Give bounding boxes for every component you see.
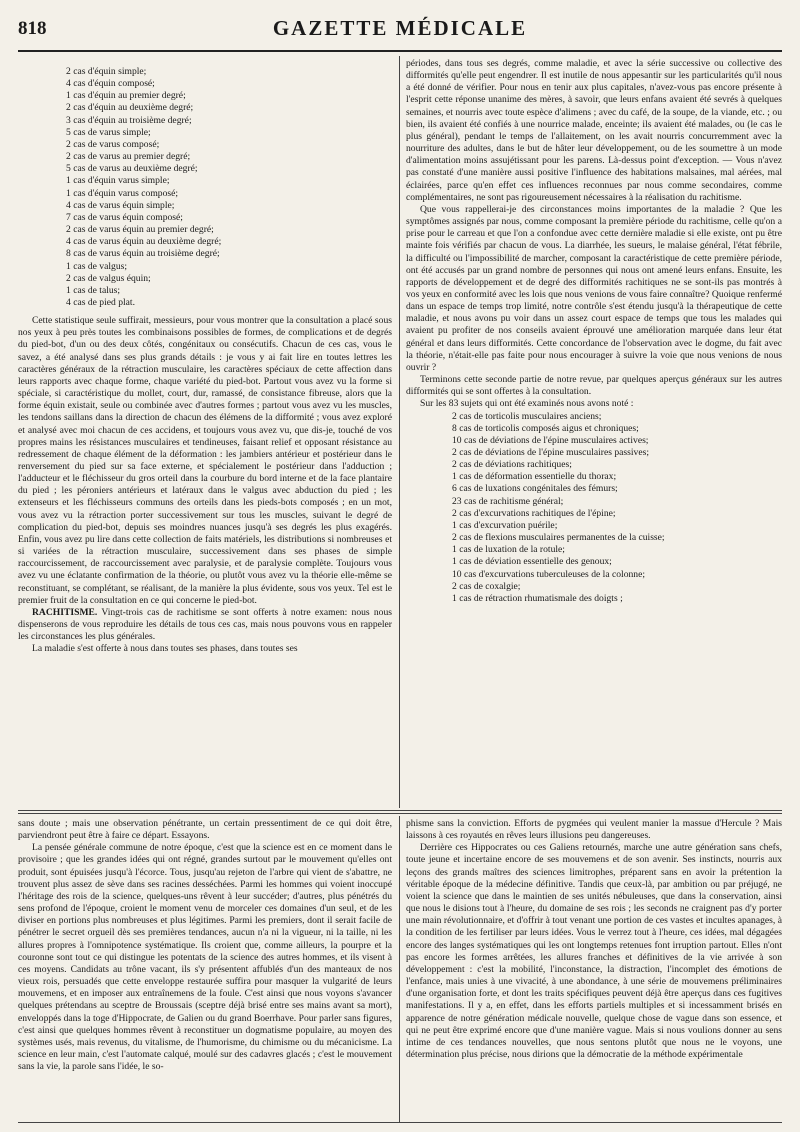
list-item: 5 cas de varus simple; [66,126,151,138]
list-item: 2 cas de varus équin au premier degré; [66,224,214,236]
minor-circumstances-paragraph: Que vous rappellerai-je des circonstances moins importantes de la maladie ? Que les symptômes assignés par nous, comme composant la première période du rachitisme, celle qu'on a prise pour le carreau et que l'on a confondue avec cette dernière maladie si elle existe, ont pu être mainte fois vérifiés par chacun de vous. La diarrhée, les sueurs, le malaise général, l'état fébrile, la difficulté ou l'impossibilité de marcher, composant la caractéristique de cette première période, ont été accusés par un grand nombre de personnes qui nous ont amené leurs enfans. Ensuite, les rapports de développement et de degré des difformités rachitiques ne se sont-ils pas montrés à vos yeux en conformité avec les lois que nous venions de vous faire connaître? Quoique renfermé dans un espace de temps trop limité, notre contrôle s'est étendu jusqu'à la thérapeutique de cette maladie, et nous avons pu voir dans un assez court espace de temps que tous les malades qui avaient pu profiter de nos conseils avaient éprouvé une amélioration marquée dans leur état général et dans leurs difformités. Cette concordance de l'observation avec le dogme, du fait avec la théorie, n'était-elle pas faite pour nous encourager à suivre la voie que nous venions de nous ouvrir ? [406,203,782,373]
list-item: 2 cas de déviations rachitiques; [452,459,572,471]
list-item: 10 cas d'excurvations tuberculeuses de la colonne; [452,568,646,580]
lower-right-column [406,818,782,1120]
upper-left-column [18,66,392,808]
disease-phases-paragraph: La maladie s'est offerte à nous dans toutes ses phases, dans toutes ses [32,643,298,655]
list-item: 2 cas de varus au premier degré; [66,151,191,163]
feuilleton-right-p1: phisme sans la conviction. Efforts de pygmées qui veulent manier la massue d'Hercule ? Mais laissons à ces royautés en rêves leurs illusions peu dangereuses. [406,818,782,842]
list-item: 10 cas de déviations de l'épine musculaires actives; [452,434,649,446]
clubfoot-case-list [18,66,392,309]
list-item: 8 cas de varus équin au troisième degré; [66,248,220,260]
list-item: 2 cas d'équin au deuxième degré; [66,102,194,114]
list-item: 1 cas de talus; [66,284,121,296]
list-item: 6 cas de luxations congénitales des fémurs; [452,483,618,495]
list-item: 4 cas d'équin composé; [66,78,155,90]
journal-title: GAZETTE MÉDICALE [272,16,528,40]
feuilleton-left-p2: La pensée générale commune de notre époque, c'est que la science est en ce moment dans le provisoire ; que les grandes idées qui ont régné, grandes surtout par le mouvement qu'elles ont produit, sont épuisées jusqu'à l'écorce. Tous, jusqu'au rejeton de l'arbre qui vient de s'abattre, ne trouvent plus assez de sève dans ses racines desséchées. Parmi les hommes qui voient inoccupé l'héritage des rois de la science, quelques-uns rêvent à leur succéder; d'autres, plus pénétrés du sens profond de l'époque, croient le moment venu de morceler ces domaines d'un seul, et de les diviser en portions plus nombreuses et plus légitimes. Parmi les premiers, dont il serait facile de pénétrer le secret orgueil dès ses premières tendances, aucun n'a ni la vigueur, ni la taille, ni les allures propres à l'omnipotence systématique. Ils croient que, comme ailleurs, la pourpre et la couronne sont tout ce qui distingue les potentats de la science des autres hommes, et ils visent à ces moyens. Candidats au trône vacant, ils s'y présentent affublés d'un des manteaux de nos vieux rois, persuadés que cette enveloppe restaurée suffira pour masquer la vulgarité de leurs mouvemens, et en imposer aux entraînemens de la foule. C'est ainsi que nous voyons s'avancer quelques prétendans au sceptre de Broussais (sceptre déjà brisé entre ses mains avant sa mort), enveloppés dans la toge d'Hippocrate, de Galien ou du grand Boerrhave. Pour parler sans figures, c'est ainsi que quelques hommes rêvent à reconstituer un dogmatisme populaire, au moyen des systèmes usés, mais revenus, du vitalisme, de l'humorisme, du chimisme ou du mécanicisme. La science en leur main, c'est l'automate calqué, moulé sur des cadavres glacés ; c'est le mouvement sans la vie, la parole sans l'idée, le so- [18,842,392,1073]
column-divider-upper [399,56,400,808]
page-number: 818 [18,18,47,39]
feuilleton-right-p2: Derrière ces Hippocrates ou ces Galiens retournés, marche une autre génération sans chefs, toute jeune et incertaine encore de ses mouvemens et de son avenir. Ses instincts, nourris aux leçons des grands maîtres des sciences limitrophes, préparent sans en avoir la prétention la véritable époque de la médecine définitive. Tandis que ceux-là, par ambition ou par préjugé, ne voient la science que dans le maintien de ses unités nébuleuses, que dans la conservation, ainsi que nous le disions tout à l'heure, du domaine de ses rois ; les seconds ne craignent pas d'y porter une main révolutionnaire, et d'offrir à tout venant une portion de ces vastes et incultes apanages, à la condition de les fertiliser par leurs idées. Vous le verrez tout à l'heure, ces idées, mal dégagées encore des langes systématiques qui les ont longtemps retenues font irruption partout. Elles n'ont pas encore les formes arrêtées, les allures franches et définitives de la vie arrivée à son développement : c'est la mobilité, l'inconstance, la distraction, l'incomplet des émotions de l'enfance, mais unies à une vivacité, à une abondance, à une série de mouvemens préliminaires d'une organisation forte, et dont les traits spécifiques peuvent déjà être aperçus dans ces fugitives manifestations. Il y a, en effet, dans les efforts partiels multiples et si incessamment brisés en apparence de notre génération médicale nouvelle, quelque chose de vague dans son essence, et qui ne peut être exprimé encore que d'une manière vague. Mais si nous voulions donner au sens intime de ces tendances nouvelles, que nous sentons plutôt que nous ne le voyons, une détermination plus précise, nous dirions que la démocratie de la méthode expérimentale [406,842,782,1060]
list-item: 8 cas de torticolis composés aigus et chroniques; [452,422,639,434]
list-item: 23 cas de rachitisme général; [452,495,564,507]
feuilleton-left-p1: sans doute ; mais une observation pénétrante, un certain pressentiment de ce qui doit être, parviendront peut être à faire ce départ. Essayons. [18,818,392,842]
page-header [18,16,782,46]
list-item: 1 cas d'équin varus composé; [66,187,179,199]
list-item: 2 cas de coxalgie; [452,580,521,592]
list-item: 1 cas de déviation essentielle des genoux; [452,556,612,568]
list-item: 2 cas de torticolis musculaires anciens; [452,410,602,422]
conclusion-paragraph: Terminons cette seconde partie de notre revue, par quelques aperçus généraux sur les autres difformités qui se sont offertes à la consultation. [406,374,782,398]
section-rule-bottom [18,813,782,814]
upper-right-column [406,58,782,808]
lower-left-column [18,818,392,1120]
rachitisme-paragraph: Vingt-trois cas de rachitisme se sont offerts à notre examen: nous nous dispenserons de vous reproduire les détails de tous ces cas, mais nous pouvons vous en rappeler les circonstances les plus générales. [18,606,392,643]
rickets-periods-paragraph: périodes, dans tous ses degrés, comme maladie, et avec la série successive ou collective des difformités qu'elle peut engendrer. Il est inutile de nous appesantir sur les particularités qu'il nous a été donné de vérifier. Pour nous en tenir aux plus capitales, n'avez-vous pas encore présente à l'esprit cette réponse unanime des mères, à savoir, que leurs enfans avaient été sevrés à quelques semaines, et nourris avec toute espèce d'alimens ; avec du café, de la soupe, de la viande, etc. ; ou bien, ils avaient été confiés à une nourrice malade, enceinte; ils avaient été malades, ou (le cas le plus général), pendant le temps de l'allaitement, on les avait nourris concurremment avec la nourriture des adultes, dans le but de hâter leur développement, ou de les soumettre à un mode d'alimentation moins assujétissant pour les parens. Là-dessus point d'exception. — Vous n'avez pas constaté d'une manière aussi positive l'influence des habitations malsaines, mal aérées, mal éclairées, parce qu'en effet ces influences reconnues par nous comme secondaires, comme complémentaires, ne sont pas rigoureusement nécessaires à la réalisation du rachitisme. [406,58,782,203]
deformity-case-list [406,411,782,606]
header-rule [18,50,782,52]
list-item: 1 cas de valgus; [66,260,128,272]
list-item: 7 cas de varus équin composé; [66,211,183,223]
list-item: 2 cas de valgus équin; [66,272,151,284]
rachitisme-heading: RACHITISME. [32,606,98,618]
list-item: 2 cas de varus composé; [66,138,160,150]
list-item: 2 cas d'excurvations rachitiques de l'épine; [452,507,616,519]
list-item: 5 cas de varus au deuxième degré; [66,163,198,175]
list-item: 2 cas de flexions musculaires permanentes de la cuisse; [452,532,665,544]
list-item: 3 cas d'équin au troisième degré; [66,114,192,126]
footer-rule [18,1122,782,1123]
list-item: 2 cas d'équin simple; [66,66,147,77]
list-item: 1 cas d'excurvation puérile; [452,519,558,531]
list-item: 1 cas d'équin varus simple; [66,175,170,187]
column-divider-lower [399,816,400,1122]
list-item: 4 cas de pied plat. [66,296,135,308]
list-item: 4 cas de varus équin simple; [66,199,175,211]
list-item: 4 cas de varus équin au deuxième degré; [66,236,222,248]
list-item: 1 cas d'équin au premier degré; [66,90,186,102]
list-item: 1 cas de rétraction rhumatismale des doigts ; [452,592,623,604]
subjects-count-paragraph: Sur les 83 sujets qui ont été examinés nous avons noté : [420,398,634,410]
section-rule-top [18,810,782,811]
list-item: 1 cas de luxation de la rotule; [452,544,565,556]
list-item: 2 cas de déviations de l'épine musculaires passives; [452,447,650,458]
statistics-paragraph: Cette statistique seule suffirait, messieurs, pour vous montrer que la consultation a placé sous nos yeux à peu près toutes les combinaisons possibles de formes, de complications et de degrés du pied-bot, d'un ou des deux côtés, congénitaux ou consécutifs. Chacun de ces cas, vous le savez, a été analysé dans ses plus grands détails : je vous y ai fait lire en toutes lettres les caractères généraux de la rétraction musculaire, les caractères spéciaux de cette affection dans leurs rapports avec chaque forme, chaque variété du pied-bot. Partout vous avez vu la forme si spéciale, si caractéristique du mollet, court, dur, ramassé, de consistance fibreuse, alors que la forme équin existait, seule ou combinée avec d'autres formes ; partout vous avez vu les muscles, les tendons saillans dans la direction de chacun des élémens de la difformité ; vous avez exploré et analysé avec moi chacun de ces accidens, et toujours vous avez vu, que dis-je, touché de vos propres mains les résistances musculaires et tendineuses, faisant relief et opposant résistance au redressement de chaque élément de la déformation : les jambiers antérieur et postérieur dans le renversement du pied sur sa face externe, et spécialement le postérieur dans l'adduction ; l'adducteur et le fléchisseur du gros orteil dans la courbure du bord interne et de la face plantaire du pied ; les péroniers antérieurs et latéraux dans le valgus avec abduction du pied ; les extenseurs et les fléchisseurs communs des orteils dans les pieds-bots composés ; en un mot, vous avez vu la rétraction porter successivement sur tous les muscles, suivant le degré de complication du pied-bot, depuis ses moindres nuances jusqu'à ses degrés les plus exagérés. Enfin, vous avez pu lire dans cette collection de faits matériels, les distributions si nombreuses et si variées de la rétraction musculaire, successivement dans ses phases de simple raccourcissement, de raccourcissement avec paralysie, et de paralysie complète. Toujours vous avez vu une éclatante confirmation de la théorie, ou plutôt vous avez vu la théorie elle-même se reconstituant, se complétant, se réalisant, de la manière la plus évidente, sous vos yeux. Tel est le premier fruit de la consultation en ce qui concerne le pied-bot. [18,315,392,606]
list-item: 1 cas de déformation essentielle du thorax; [452,471,617,483]
